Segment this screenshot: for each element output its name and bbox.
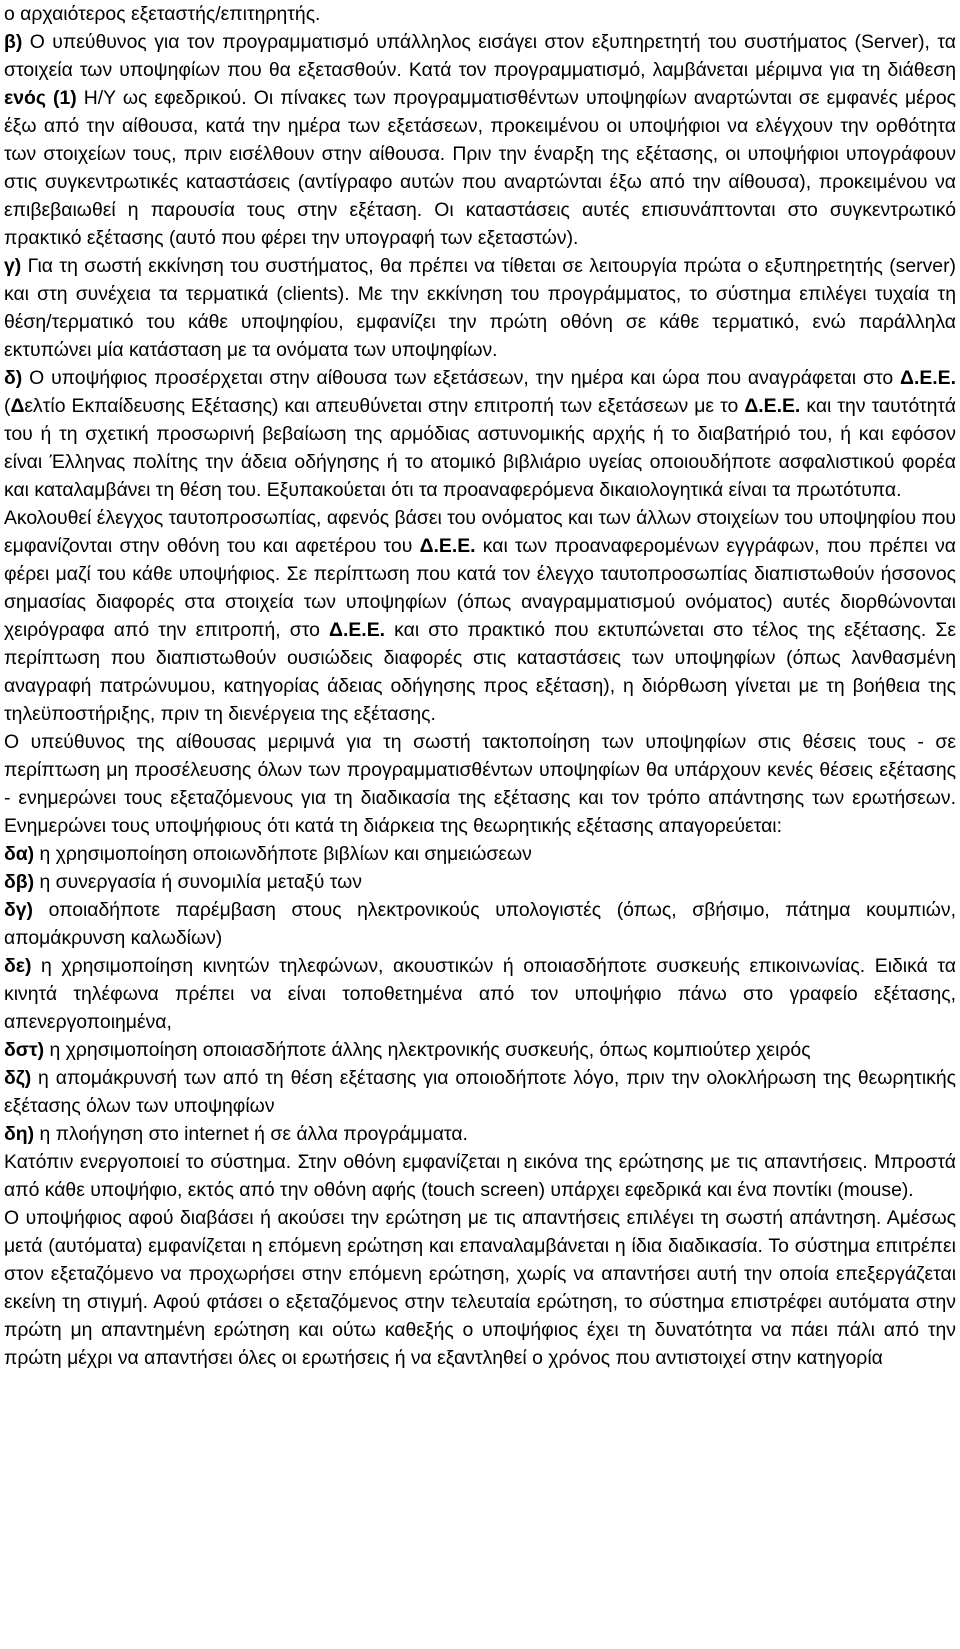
paragraph-text: Για τη σωστή εκκίνηση του συστήματος, θα πρέπει να τίθεται σε λειτουργία πρώτα ο εξυπηρετητής (server) και στη συνέχεια τα τερματικά (clients). Με την εκκίνηση του προγράμματος, το σύστημα επιλέγει τυχαία τη θέση/τερματικό του κάθε υποψηφίου, εμφανίζει την πρώτη οθόνη σε κάθε τερματικό, ενώ παράλληλα εκτυπώνει μία κατάσταση με τα ονόματα των υποψηφίων. xyxy=(4,255,956,361)
paragraph-answering xyxy=(4,1204,956,1372)
paragraph-text: Ακολουθεί έλεγχος ταυτοπροσωπίας, αφενός βάσει του ονόματος και των άλλων στοιχείων του υποψηφίου που εμφανίζονται στην οθόνη του και αφετέρου του xyxy=(4,507,956,557)
paragraph-label: δα) xyxy=(4,843,35,865)
list-item-dz xyxy=(4,1064,956,1120)
paragraph-label: γ) xyxy=(4,255,22,277)
paragraph-d xyxy=(4,364,956,504)
paragraph-text: ελτίο Εκπαίδευσης Εξέτασης) και απευθύνεται στην επιτροπή των εξετάσεων με το xyxy=(24,395,745,417)
paragraph-text: ο αρχαιότερος εξεταστής/επιτηρητής. xyxy=(4,3,321,25)
paragraph-text: Ο υπεύθυνος για τον προγραμματισμό υπάλληλος εισάγει στον εξυπηρετητή του συστήματος (Server), τα στοιχεία των υποψηφίων που θα εξετασθούν. Κατά τον προγραμματισμό, λαμβάνεται μέριμνα για τη διάθεση xyxy=(4,31,956,81)
paragraph-label: δζ) xyxy=(4,1067,32,1089)
list-item-dh xyxy=(4,1120,956,1148)
paragraph-label: δη) xyxy=(4,1123,35,1145)
paragraph-text: η συνεργασία ή συνομιλία μεταξύ των xyxy=(34,871,362,893)
bold-text: Δ xyxy=(10,395,25,417)
paragraph-text: Ο υποψήφιος αφού διαβάσει ή ακούσει την ερώτηση με τις απαντήσεις επιλέγει τη σωστή απάντηση. Αμέσως μετά (αυτόματα) εμφανίζεται η επόμενη ερώτηση και επαναλαμβάνεται η ίδια διαδικασία. Το σύστημα επιτρέπει στον εξεταζόμενο να προχωρήσει στην επόμενη ερώτηση, χωρίς να απαντήσει αυτή την οποία επεξεργάζεται εκείνη τη στιγμή. Αφού φτάσει ο εξεταζόμενος στην τελευταία ερώτηση, το σύστημα επιστρέφει αυτόματα στην πρώτη μη απαντημένη ερώτηση και ούτω καθεξής ο υποψήφιος έχει τη δυνατότητα να πάει πάλι από την πρώτη μέχρι να απαντήσει όλες οι ερωτήσεις ή να εξαντληθεί ο χρόνος που αντιστοιχεί στην κατηγορία xyxy=(4,1207,956,1369)
paragraph-text: η απομάκρυνσή των από τη θέση εξέτασης για οποιοδήποτε λόγο, πριν την ολοκλήρωση της θεωρητικής εξέτασης όλων των υποψηφίων xyxy=(4,1067,956,1117)
paragraph-text: Η/Υ ως εφεδρικού. Οι πίνακες των προγραμματισθέντων υποψηφίων αναρτώνται σε εμφανές μέρος έξω από την αίθουσα, κατά την ημέρα των εξετάσεων, προκειμένου οι υποψήφιοι να ελέγχουν την ορθότητα των στοιχείων τους, πριν εισέλθουν στην αίθουσα. Πριν την έναρξη της εξέτασης, οι υποψήφιοι υπογράφουν στις συγκεντρωτικές καταστάσεις (αντίγραφο αυτών που αναρτώνται έξω από την αίθουσα), προκειμένου να επιβεβαιωθεί η παρουσία τους στην εξέταση. Οι καταστάσεις αυτές επισυνάπτονται στο συγκεντρωτικό πρακτικό εξέτασης (αυτό που φέρει την υπογραφή των εξεταστών). xyxy=(4,87,956,249)
paragraph-text: και των προαναφερομένων εγγράφων, που πρέπει να φέρει μαζί του κάθε υποψήφιος. Σε περίπτωση που κατά τον έλεγχο ταυτοπροσωπίας διαπιστωθούν ήσσονος σημασίας διαφορές στα στοιχεία των υποψηφίων (όπως αναγραμματισμού ονόματος) αυτές διορθώνονται χειρόγραφα από την επιτροπή, στο xyxy=(4,535,956,641)
paragraph-intro xyxy=(4,0,956,28)
list-item-dg xyxy=(4,896,956,952)
paragraph-text: Κατόπιν ενεργοποιεί το σύστημα. Στην οθόνη εμφανίζεται η εικόνα της ερώτησης με τις απαντήσεις. Μπροστά από κάθε υποψήφιο, εκτός από την οθόνη αφής (touch screen) υπάρχει εφεδρικά και ένα ποντίκι (mouse). xyxy=(4,1151,956,1201)
paragraph-b xyxy=(4,28,956,252)
paragraph-text: η χρησιμοποίηση κινητών τηλεφώνων, ακουστικών ή οποιασδήποτε συσκευής επικοινωνίας. Ειδικά τα κινητά τηλέφωνα πρέπει να είναι τοποθετημένα από τον υποψήφιο πάνω στο γραφείο εξέτασης, απενεργοποιημένα, xyxy=(4,955,956,1033)
paragraph-text: η χρησιμοποίηση οποιωνδήποτε βιβλίων και σημειώσεων xyxy=(34,843,532,865)
paragraph-label: δστ) xyxy=(4,1039,45,1061)
paragraph-c xyxy=(4,252,956,364)
list-item-da xyxy=(4,840,956,868)
bold-text: Δ.Ε.Ε. xyxy=(329,619,386,641)
paragraph-text: και την ταυτότητά του ή τη σχετική προσωρινή βεβαίωση της αρμόδιας αστυνομικής αρχής ή το διαβατήριό του, ή και εφόσον είναι Έλληνας πολίτης την άδεια οδήγησης ή το ατομικό βιβλιάριο υγείας οποιουδήποτε ασφαλιστικού φορέα και καταλαμβάνει τη θέση του. Εξυπακούεται ότι τα προαναφερόμενα δικαιολογητικά είναι τα πρωτότυπα. xyxy=(4,395,956,501)
paragraph-text: η χρησιμοποίηση οποιασδήποτε άλλης ηλεκτρονικής συσκευής, όπως κομπιούτερ χειρός xyxy=(44,1039,811,1061)
paragraph-label: δε) xyxy=(4,955,32,977)
paragraph-text: Ο υπεύθυνος της αίθουσας μεριμνά για τη σωστή τακτοποίηση των υποψηφίων στις θέσεις τους - σε περίπτωση μη προσέλευσης όλων των προγραμματισθέντων υποψηφίων θα υπάρχουν κενές θέσεις εξέτασης - ενημερώνει τους εξεταζόμενους για τη διαδικασία της εξέτασης και τον τρόπο απάντησης των ερωτήσεων. Ενημερώνει τους υποψήφιους ότι κατά τη διάρκεια της θεωρητικής εξέτασης απαγορεύεται: xyxy=(4,731,956,837)
document-page xyxy=(4,0,956,1372)
paragraph-label: δβ) xyxy=(4,871,35,893)
paragraph-label: δγ) xyxy=(4,899,34,921)
paragraph-text: η πλοήγηση στο internet ή σε άλλα προγράμματα. xyxy=(34,1123,468,1145)
paragraph-text: και στο πρακτικό που εκτυπώνεται στο τέλος της εξέτασης. Σε περίπτωση που διαπιστωθούν ουσιώδεις διαφορές στις καταστάσεις των υποψηφίων (όπως λανθασμένη αναγραφή πατρώνυμου, κατηγορίας άδειας οδήγησης προς εξέταση), η διόρθωση γίνεται με τη βοήθεια της τηλεϋποστήριξης, πριν τη διενέργεια της εξέτασης. xyxy=(4,619,956,725)
paragraph-text: Ο υποψήφιος προσέρχεται στην αίθουσα των εξετάσεων, την ημέρα και ώρα που αναγράφεται στο xyxy=(22,367,901,389)
bold-text: Δ.Ε.Ε. xyxy=(744,395,801,417)
paragraph-label: β) xyxy=(4,31,23,53)
paragraph-label: δ) xyxy=(4,367,23,389)
paragraph-system-activation xyxy=(4,1148,956,1204)
bold-text: Δ.Ε.Ε. xyxy=(419,535,476,557)
paragraph-text: οποιαδήποτε παρέμβαση στους ηλεκτρονικούς υπολογιστές (όπως, σβήσιμο, πάτημα κουμπιών, απομάκρυνση καλωδίων) xyxy=(4,899,956,949)
paragraph-text: ( xyxy=(4,395,11,417)
list-item-de xyxy=(4,952,956,1036)
bold-text: ενός (1) xyxy=(4,87,77,109)
paragraph-room-supervisor xyxy=(4,728,956,840)
bold-text: Δ.Ε.Ε. xyxy=(900,367,956,389)
paragraph-identity-check xyxy=(4,504,956,728)
list-item-db xyxy=(4,868,956,896)
list-item-dst xyxy=(4,1036,956,1064)
